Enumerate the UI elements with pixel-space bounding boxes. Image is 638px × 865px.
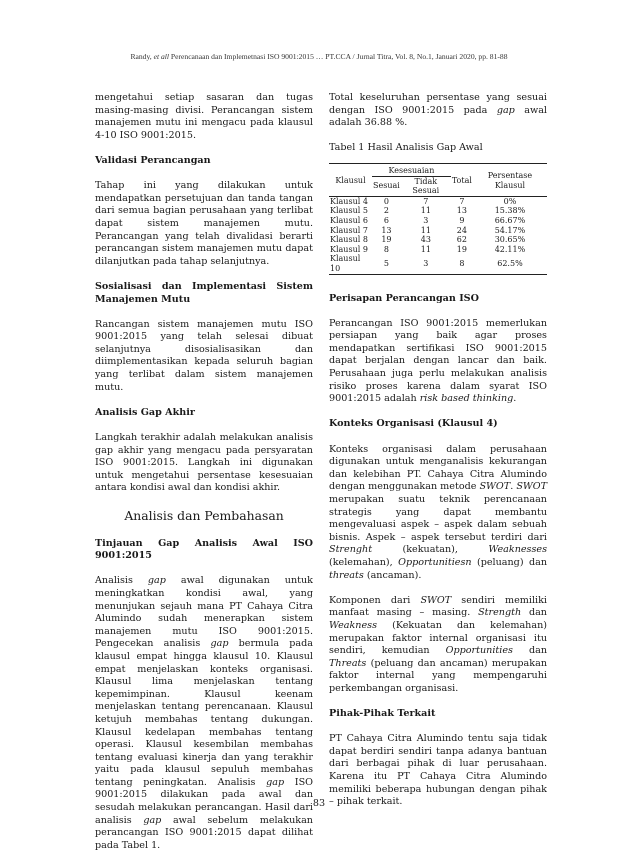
table-caption: Tabel 1 Hasil Analisis Gap Awal xyxy=(329,142,483,154)
left-column xyxy=(95,92,313,865)
paragraph-persiapan: Perancangan ISO 9001:2015 memerlukan persiapan yang baik agar proses mendapatkan sertifikasi ISO 9001:2015 dapat berjalan dengan lancar dan baik. Perusahaan juga perlu melakukan analisis risiko proses karena dalam syarat ISO 9001:2015 adalah risk based thinking. xyxy=(329,317,547,405)
header-et-al: et all xyxy=(153,52,169,61)
th-total: Total xyxy=(451,163,473,196)
page-number: 83 xyxy=(312,798,326,809)
heading-tinjauan: Tinjauan Gap Analisis Awal ISO 9001:2015 xyxy=(95,537,313,562)
paragraph-gap-akhir: Langkah terakhir adalah melakukan analisis gap akhir yang mengacu pada persyaratan ISO 9001:2015. Langkah ini digunakan untuk mengetahui persentase kesesuaian antara kondisi awal dan kondisi akhir. xyxy=(95,432,313,494)
paragraph-konteks: Konteks organisasi dalam perusahaan digunakan untuk menganalisis kekurangan dan kelebihan PT. Cahaya Citra Alumindo dengan menggunakan metode SWOT. SWOT merupakan suatu teknik perencanaan strategis yang dapat membantu mengevaluasi aspek – aspek dalam sebuah bisnis. Aspek – aspek tersebut terdiri dari Strenght (kekuatan), Weaknesses (kelemahan), Opportunitiesn (peluang) dan threats (ancaman). xyxy=(329,443,548,581)
heading-pihak: Pihak-Pihak Terkait xyxy=(329,708,436,720)
running-header xyxy=(0,52,638,61)
table-row: Klausul 5 2 11 13 15.38% xyxy=(330,206,526,216)
th-sesuai: Sesuai xyxy=(372,176,401,196)
paragraph-komponen: Komponen dari SWOT sendiri memiliki manfaat masing – masing. Strength dan Weakness (Kekuatan dan kelemahan) merupakan faktor internal organisasi itu sendiri, kemudian Opportunities dan Threats (peluang dan ancaman) merupakan faktor internal yang mempengaruhi perkembangan organisasi. xyxy=(329,594,547,694)
paragraph-tinjauan: Analisis gap awal digunakan untuk meningkatkan kondisi awal, yang menunjukan sejauh mana PT Cahaya Citra Alumindo sudah menerapkan sistem manajemen mutu ISO 9001:2015. Pengecekan analisis gap bermula pada klausul empat hingga klausul 10. Klausul empat menjelaskan konteks organisasi. Klausul lima menjelaskan tentang kepemimpinan. Klausul keenam menjelaskan tentang perencanaan. Klausul ketujuh membahas tentang dukungan. Klausul kedelapan membahas tentang operasi. Klausul kesembilan membahas tentang evaluasi kinerja dan yang terakhir yaitu pada klausul sepuluh membahas tentang peningkatan. Analisis gap ISO 9001:2015 dilakukan pada awal dan sesudah melakukan perancangan. Hasil dari analisis gap awal sebelum melakukan perancangan ISO 9001:2015 dapat dilihat pada Tabel 1. xyxy=(95,575,314,851)
heading-konteks: Konteks Organisasi (Klausul 4) xyxy=(329,418,498,430)
paragraph-sosialisasi: Rancangan sistem manajemen mutu ISO 9001:2015 yang telah selesai dibuat selanjutnya disosialisasikan dan diimplementasikan kepada seluruh bagian yang terlibat dalam sistem manajemen mutu. xyxy=(95,318,313,393)
paragraph-intro: mengetahui setiap sasaran dan tugas masing-masing divisi. Perancangan sistem manajemen mutu ini mengacu pada klausul 4-10 ISO 9001:2015. xyxy=(95,92,313,141)
header-citation: Perencanaan dan Implemetnasi ISO 9001:2015 … PT.CCA / Jurnal Titra, Vol. 8, No.1, Januari 2020, pp. 81-88 xyxy=(169,52,508,61)
right-column xyxy=(329,92,547,821)
heading-validasi: Validasi Perancangan xyxy=(95,154,211,166)
paragraph-total: Total keseluruhan persentase yang sesuai dengan ISO 9001:2015 pada gap awal adalah 36.88 %. xyxy=(329,92,547,129)
table-row: Klausul 7 13 11 24 54.17% xyxy=(330,225,526,235)
heading-persiapan: Perisapan Perancangan ISO xyxy=(329,292,479,304)
table-row: Klausul 9 8 11 19 42.11% xyxy=(330,244,526,254)
th-tidak-sesuai: Tidak Sesuai xyxy=(401,176,451,196)
th-klausul: Klausul xyxy=(329,163,372,196)
table-row: Klausul 8 19 43 62 30.65% xyxy=(330,235,526,245)
gap-analysis-table xyxy=(329,163,547,275)
table-row: Klausul 10 5 3 8 62.5% xyxy=(329,254,547,274)
th-kesesuaian: Kesesuaian xyxy=(372,163,451,176)
heading-sosialisasi: Sosialisasi dan Implementasi Sistem Manajemen Mutu xyxy=(95,280,313,305)
paragraph-validasi: Tahap ini yang dilakukan untuk mendapatkan persetujuan dan tanda tangan dari semua bagian perusahaan yang terlibat dapat sistem manajemen mutu. Perancangan yang telah divalidasi berarti perancangan sistem manajemen mutu dapat dilanjutkan pada tahap selanjutnya. xyxy=(95,180,313,267)
paragraph-pihak: PT Cahaya Citra Alumindo tentu saja tidak dapat berdiri sendiri tanpa adanya bantuan dari berbagai pihak di luar perusahaan. Karena itu PT Cahaya Citra Alumindo memiliki beberapa hubungan dengan pihak – pihak terkait. xyxy=(329,733,547,808)
th-persentase: Persentase Klausul xyxy=(473,163,547,196)
table-row: Klausul 6 6 3 9 66.67% xyxy=(330,215,526,225)
table-row: Klausul 4 0 7 7 0% xyxy=(330,196,517,206)
heading-gap-akhir: Analisis Gap Akhir xyxy=(95,406,195,418)
header-authors: Randy, xyxy=(130,52,154,61)
section-title: Analisis dan Pembahasan xyxy=(124,507,284,523)
